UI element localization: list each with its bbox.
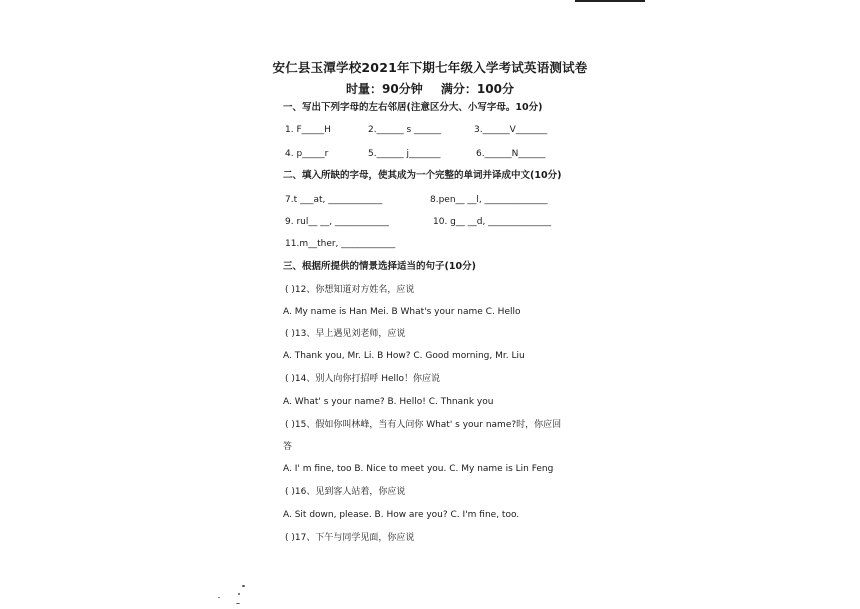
options-12: A. My name is Han Mei. B What's your name C. Hello — [283, 307, 521, 317]
question-3: 3.______V_______ — [474, 125, 548, 135]
question-10: 10. g__ __d, ______________ — [433, 217, 552, 227]
question-15-continued: 答 — [283, 442, 293, 452]
options-14: A. What' s your name? B. Hello! C. Thnank you — [283, 397, 494, 407]
question-12: ( )12、你想知道对方姓名，应说 — [285, 285, 415, 295]
question-15: ( )15、假如你叫林峰，当有人问你 What' s your name?时，你应回 — [285, 420, 562, 430]
scan-speck — [242, 585, 245, 587]
question-9: 9. rul__ __, ____________ — [285, 217, 389, 227]
scan-edge-mark — [575, 0, 645, 2]
question-14: ( )14、别人向你打招呼 Hello！你应说 — [285, 374, 441, 384]
scan-speck — [218, 597, 220, 598]
section3-heading: 三、根据所提供的情景选择适当的句子(10分) — [283, 261, 476, 272]
scan-speck — [238, 593, 240, 595]
question-5: 5.______ j_______ — [368, 149, 441, 159]
question-16: ( )16、见到客人站着，你应说 — [285, 487, 406, 497]
question-11: 11.m__ther, ____________ — [285, 239, 396, 249]
question-2: 2.______ s ______ — [368, 125, 441, 135]
scan-speck — [236, 603, 240, 604]
page-title: 安仁县玉潭学校2021年下期七年级入学考试英语测试卷 — [272, 60, 588, 75]
question-1: 1. F_____H — [285, 125, 331, 135]
question-6: 6.______N______ — [476, 149, 546, 159]
options-15: A. I' m fine, too B. Nice to meet you. C. My name is Lin Feng — [283, 464, 554, 474]
question-4: 4. p_____r — [285, 149, 329, 159]
exam-info: 时量：90分钟 满分：100分 — [346, 82, 514, 96]
question-17: ( )17、下午与同学见面，你应说 — [285, 533, 415, 543]
options-16: A. Sit down, please. B. How are you? C. I'm fine, too. — [283, 510, 520, 520]
options-13: A. Thank you, Mr. Li. B How? C. Good morning, Mr. Liu — [283, 351, 525, 361]
section1-heading: 一、写出下列字母的左右邻居(注意区分大、小写字母。10分) — [283, 102, 543, 113]
question-13: ( )13、早上遇见刘老师，应说 — [285, 329, 406, 339]
section2-heading: 二、填入所缺的字母，使其成为一个完整的单词并译成中文(10分) — [283, 170, 562, 181]
question-7: 7.t ___at, ____________ — [285, 195, 383, 205]
question-8: 8.pen__ __l, ______________ — [430, 195, 548, 205]
